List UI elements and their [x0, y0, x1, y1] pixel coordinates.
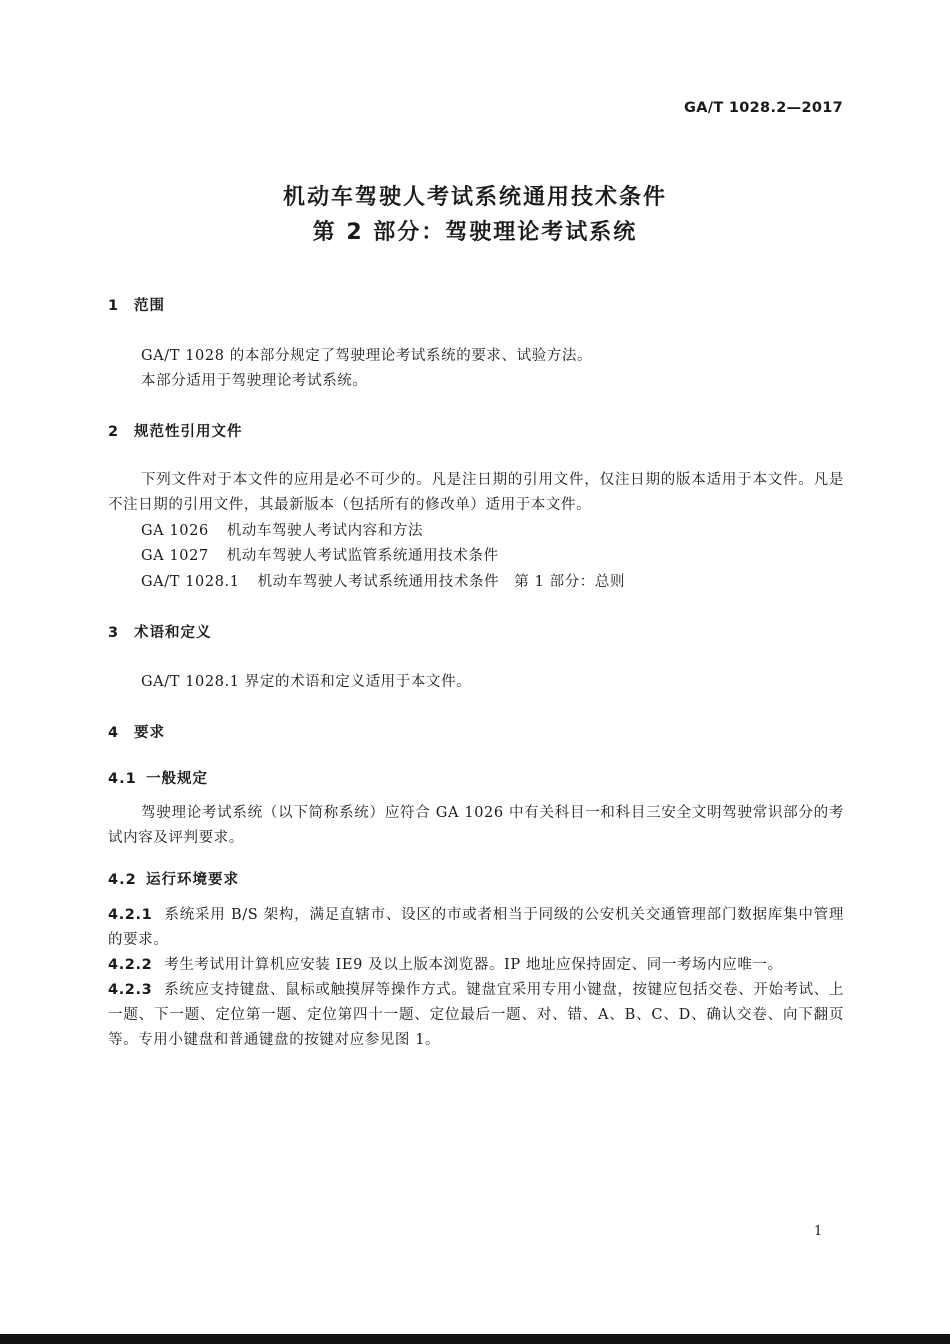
section-number: 4.1: [108, 771, 137, 787]
bottom-border: [0, 1334, 950, 1344]
reference-code: GA/T 1028.1: [141, 574, 240, 590]
clause-number: 4.2.3: [108, 982, 153, 998]
clause-4-2-1: [108, 903, 844, 953]
section-number: 1: [108, 298, 120, 314]
section-4-1-paragraph: 驾驶理论考试系统（以下简称系统）应符合 GA 1026 中有关科目一和科目三安全文明驾驶常识部分的考试内容及评判要求。: [108, 805, 844, 846]
reference-code: GA 1027: [141, 548, 209, 564]
clause-number: 4.2.1: [108, 907, 153, 923]
document-title-line1: 机动车驾驶人考试系统通用技术条件: [282, 185, 667, 210]
clause-text: 系统采用 B/S 架构，满足直辖市、设区的市或者相当于同级的公安机关交通管理部门数据库集中管理的要求。: [108, 907, 844, 948]
section-3-paragraph: GA/T 1028.1 界定的术语和定义适用于本文件。: [141, 674, 472, 690]
section-2-heading: [108, 420, 243, 441]
section-4-1-heading: [108, 767, 208, 788]
section-number: 2: [108, 424, 120, 440]
standard-code: GA/T 1028.2—2017: [684, 100, 843, 116]
section-title: 术语和定义: [134, 625, 212, 641]
section-title: 范围: [134, 298, 165, 314]
reference-title: 机动车驾驶人考试内容和方法: [226, 523, 424, 539]
section-1-paragraph-1: GA/T 1028 的本部分规定了驾驶理论考试系统的要求、试验方法。: [141, 348, 593, 364]
section-number: 3: [108, 625, 120, 641]
section-number: 4.2: [108, 872, 137, 888]
section-title: 运行环境要求: [146, 872, 239, 888]
section-4-2-heading: [108, 868, 239, 889]
section-1-paragraph-2: 本部分适用于驾驶理论考试系统。: [141, 373, 368, 389]
section-title: 规范性引用文件: [134, 424, 243, 440]
page-number: 1: [814, 1224, 823, 1239]
clause-text: 考生考试用计算机应安装 IE9 及以上版本浏览器。IP 地址应保持固定、同一考场内应唯一。: [164, 957, 783, 973]
clause-text: 系统应支持键盘、鼠标或触摸屏等操作方式。键盘宜采用专用小键盘，按键应包括交卷、开始考试、上一题、下一题、定位第一题、定位第四十一题、定位最后一题、对、错、A、B、C、D、确认交卷、向下翻页等。专用小键盘和普通键盘的按键对应参见图 1。: [108, 982, 844, 1048]
section-2-intro: 下列文件对于本文件的应用是必不可少的。凡是注日期的引用文件，仅注日期的版本适用于本文件。凡是不注日期的引用文件，其最新版本（包括所有的修改单）适用于本文件。: [108, 472, 844, 513]
section-1-heading: [108, 294, 165, 315]
reference-item: [141, 544, 499, 565]
section-4-heading: [108, 721, 165, 742]
section-title: 一般规定: [146, 771, 208, 787]
clause-number: 4.2.2: [108, 957, 153, 973]
section-number: 4: [108, 725, 120, 741]
reference-title: 机动车驾驶人考试系统通用技术条件 第 1 部分：总则: [257, 574, 626, 590]
clause-4-2-2: [108, 953, 844, 978]
section-3-heading: [108, 621, 212, 642]
clause-4-2-3: [108, 978, 844, 1053]
section-title: 要求: [134, 725, 165, 741]
reference-item: [141, 570, 625, 591]
reference-code: GA 1026: [141, 523, 209, 539]
document-title-line2: 第 2 部分：驾驶理论考试系统: [312, 220, 638, 245]
reference-title: 机动车驾驶人考试监管系统通用技术条件: [226, 548, 499, 564]
reference-item: [141, 519, 423, 540]
